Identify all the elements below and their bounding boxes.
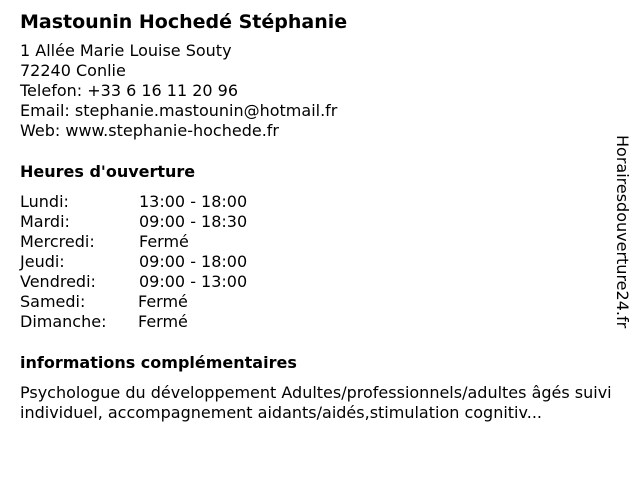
site-watermark: Horairesdouverture24.fr <box>613 135 632 329</box>
hours-day: Dimanche: <box>20 312 107 331</box>
hours-row-wednesday <box>20 232 620 252</box>
hours-value: Fermé <box>138 312 188 331</box>
hours-day: Lundi: <box>20 192 69 211</box>
hours-row-saturday <box>20 292 620 312</box>
web-line: Web: www.stephanie-hochede.fr <box>20 121 279 140</box>
info-heading: informations complémentaires <box>20 353 297 372</box>
hours-value: 09:00 - 13:00 <box>139 272 248 291</box>
hours-row-monday <box>20 192 620 212</box>
hours-day: Mercredi: <box>20 232 95 251</box>
hours-day: Samedi: <box>20 292 86 311</box>
info-text: Psychologue du développement Adultes/professionnels/adultes âgés suivi individuel, accompagnement aidants/aidés,stimulation cognitiv... <box>20 383 612 422</box>
hours-day: Mardi: <box>20 212 70 231</box>
hours-row-tuesday <box>20 212 620 232</box>
address-line-2: 72240 Conlie <box>20 61 126 80</box>
hours-value: Fermé <box>139 232 189 251</box>
hours-row-thursday <box>20 252 620 272</box>
hours-row-sunday <box>20 312 620 332</box>
hours-value: 09:00 - 18:30 <box>139 212 248 231</box>
hours-day: Jeudi: <box>20 252 65 271</box>
business-card <box>20 10 620 423</box>
hours-value: 13:00 - 18:00 <box>139 192 248 211</box>
hours-value: Fermé <box>138 292 188 311</box>
phone-line: Telefon: +33 6 16 11 20 96 <box>20 81 239 100</box>
hours-value: 09:00 - 18:00 <box>139 252 248 271</box>
hours-heading: Heures d'ouverture <box>20 162 196 181</box>
business-name: Mastounin Hochedé Stéphanie <box>20 11 348 33</box>
address-line-1: 1 Allée Marie Louise Souty <box>20 41 232 60</box>
hours-day: Vendredi: <box>20 272 96 291</box>
email-line: Email: stephanie.mastounin@hotmail.fr <box>20 101 338 120</box>
hours-row-friday <box>20 272 620 292</box>
